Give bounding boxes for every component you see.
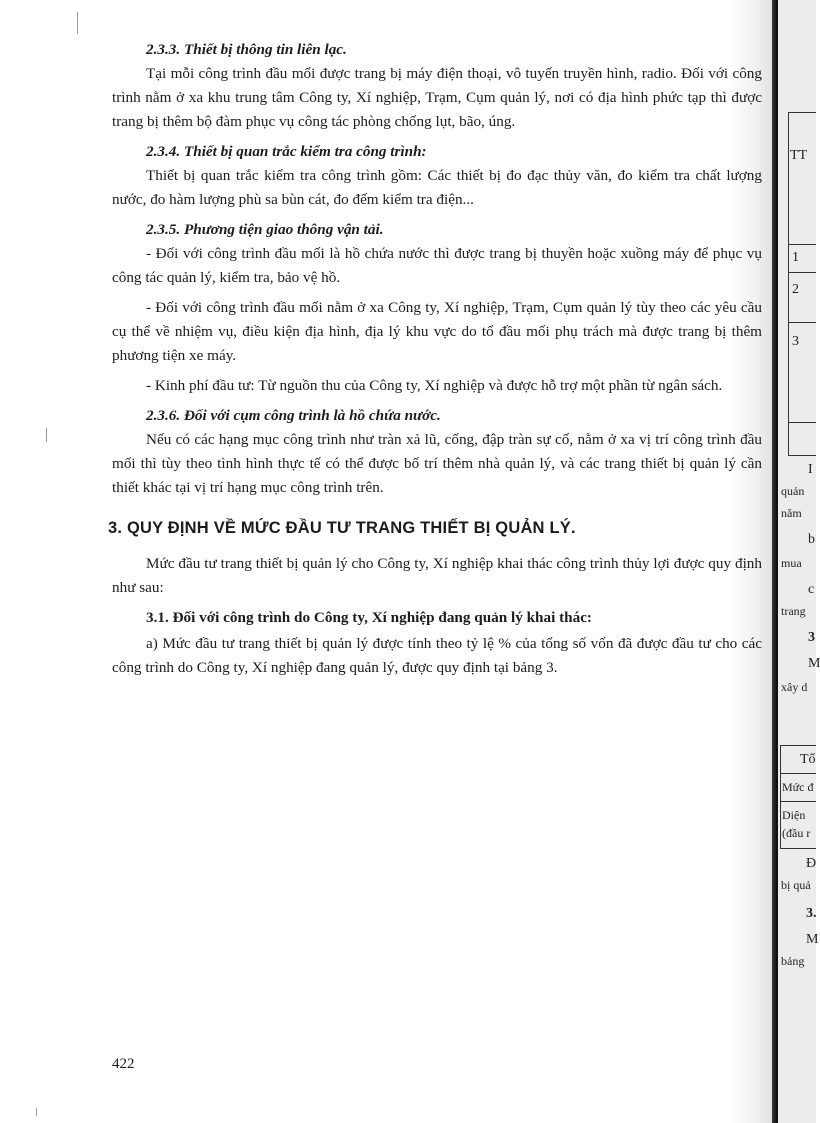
section-heading: 2.3.5. Phương tiện giao thông vận tải. — [146, 221, 384, 238]
facing-table-rule — [780, 801, 816, 802]
paragraph: - Đối với công trình đầu mối là hồ chứa nước thì được trang bị thuyền hoặc xuồng máy để phục vụ công tác quản lý, kiểm tra, bảo vệ hồ. — [112, 245, 762, 286]
facing-table-rule — [780, 745, 816, 746]
chapter-heading: 3. QUY ĐỊNH VỀ MỨC ĐẦU TƯ TRANG THIẾT BỊ QUẢN LÝ. — [108, 519, 576, 537]
facing-text: TT — [790, 148, 808, 163]
facing-text: Mức đ — [782, 780, 814, 794]
facing-table-rule — [788, 272, 816, 273]
section-heading: 2.3.6. Đối với cụm công trình là hồ chứa nước. — [146, 407, 441, 424]
page-number: 422 — [112, 1056, 135, 1072]
facing-table-rule — [780, 745, 781, 848]
facing-text: Diện — [782, 808, 806, 822]
facing-text: quản — [781, 484, 805, 498]
facing-table-rule — [788, 112, 789, 455]
paragraph: - Kinh phí đầu tư: Từ nguồn thu của Công ty, Xí nghiệp và được hỗ trợ một phần từ ngân sách. — [146, 377, 723, 394]
facing-text: I — [808, 462, 813, 477]
facing-table-rule — [788, 322, 816, 323]
paragraph: Nếu có các hạng mục công trình như tràn xả lũ, cống, đập tràn sự cố, nằm ở xa vị trí công trình đầu mối thì tùy theo tình hình thực tế có thể được bố trí thêm nhà quản lý, và các trang thiết bị quản lý cần thiết khác tại vị trí hạng mục công trình trên. — [112, 431, 762, 496]
facing-text: 3 — [808, 630, 815, 645]
facing-text: 2 — [792, 282, 799, 297]
facing-text: bị quả — [781, 878, 811, 892]
paragraph: Tại mỗi công trình đầu mối được trang bị máy điện thoại, vô tuyến truyền hình, radio. Đối với công trình nằm ở xa khu trung tâm Công ty, Xí nghiệp, Trạm, Cụm quản lý, nơi có địa hình phức tạp thì được trang bị thêm bộ đàm phục vụ công tác phòng chống lụt, bão, úng. — [112, 65, 762, 130]
paragraph: Thiết bị quan trắc kiểm tra công trình gồm: Các thiết bị đo đạc thủy văn, đo kiểm tra chất lượng nước, đo hàm lượng phù sa bùn cát, đo đếm kiểm tra điện... — [112, 167, 762, 208]
page-body — [108, 38, 762, 680]
facing-text: 1 — [792, 250, 799, 265]
facing-text: mua — [781, 556, 802, 570]
facing-table-rule — [788, 455, 816, 456]
section-heading: 2.3.4. Thiết bị quan trắc kiểm tra công trình: — [146, 143, 427, 160]
section-2-3-3 — [112, 38, 762, 134]
facing-text: xây d — [781, 680, 808, 694]
section-2-3-5 — [112, 218, 762, 398]
section-heading: 2.3.3. Thiết bị thông tin liên lạc. — [146, 41, 347, 58]
facing-text: 3. — [806, 906, 817, 921]
facing-table-rule — [780, 773, 816, 774]
facing-text: Tổ — [800, 752, 816, 767]
scan-mark — [46, 428, 47, 442]
facing-table-rule — [780, 848, 816, 849]
facing-text: 3 — [792, 334, 799, 349]
facing-text: Đ — [806, 856, 817, 871]
section-2-3-6 — [112, 404, 762, 500]
facing-table-rule — [788, 244, 816, 245]
scan-mark — [77, 12, 78, 34]
paragraph: Mức đầu tư trang thiết bị quản lý cho Công ty, Xí nghiệp khai thác công trình thủy lợi được quy định như sau: — [112, 555, 762, 596]
facing-text: bảng — [781, 954, 805, 968]
subsection-heading: 3.1. Đối với công trình do Công ty, Xí nghiệp đang quản lý khai thác: — [146, 609, 592, 626]
facing-text: c — [808, 582, 815, 597]
facing-text: M — [806, 932, 819, 947]
facing-text: M — [808, 656, 820, 671]
facing-text: (đầu r — [782, 826, 811, 840]
facing-text: trang — [781, 604, 806, 618]
section-2-3-4 — [112, 140, 762, 212]
facing-table-rule — [788, 112, 816, 113]
facing-table-rule — [788, 422, 816, 423]
scan-mark — [36, 1108, 37, 1116]
paragraph: - Đối với công trình đầu mối nằm ở xa Công ty, Xí nghiệp, Trạm, Cụm quản lý tùy theo các yêu cầu cụ thể về nhiệm vụ, điều kiện địa hình, địa lý khu vực do tổ đầu mối phụ trách mà được trang bị thêm phương tiện xe máy. — [112, 299, 762, 364]
paragraph: a) Mức đầu tư trang thiết bị quản lý được tính theo tỷ lệ % của tổng số vốn đã được đầu tư cho các công trình do Công ty, Xí nghiệp đang quản lý, được quy định tại bảng 3. — [112, 635, 762, 676]
facing-text: b — [808, 532, 815, 547]
facing-text: năm — [781, 506, 802, 520]
facing-page-edge — [778, 0, 820, 1123]
